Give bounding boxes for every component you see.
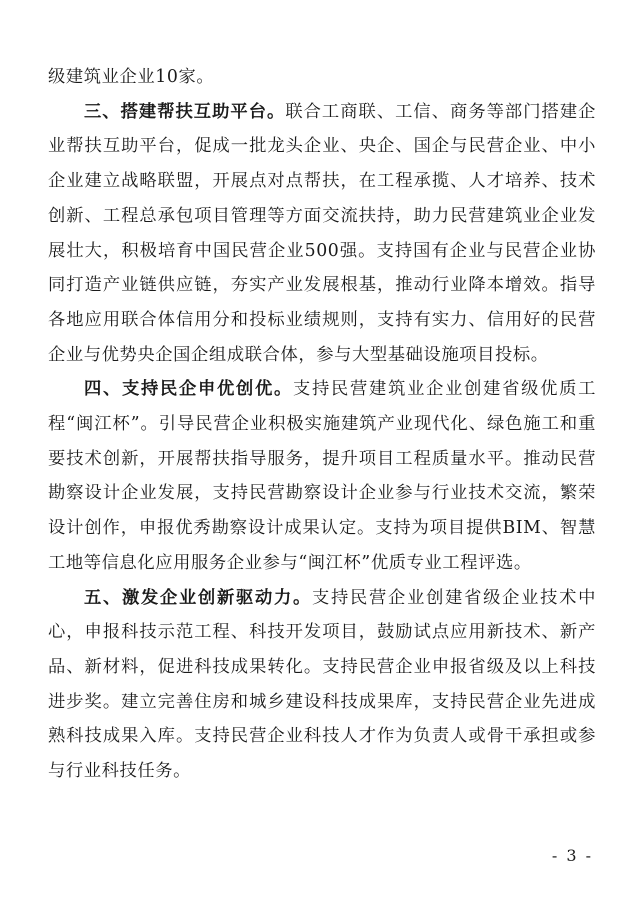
paragraph-body: 级建筑业企业10家。: [48, 67, 215, 87]
page-number: - 3 -: [551, 846, 593, 865]
paragraph-innovation: [48, 581, 596, 789]
paragraph-platform: [48, 95, 596, 373]
paragraph-body: 支持民营建筑业企业创建省级优质工程“闽江杯”。引导民营企业积极实施建筑产业现代化、绿色施工和重要技术创新，开展帮扶指导服务，提升项目工程质量水平。推动民营勘察设计企业发展，支持民营勘察设计企业参与行业技术交流，繁荣设计创作，申报优秀勘察设计成果认定。支持为项目提供BIM、智慧工地等信息化应用服务企业参与“闽江杯”优质专业工程评选。: [48, 379, 596, 573]
paragraph-body: 联合工商联、工信、商务等部门搭建企业帮扶互助平台，促成一批龙头企业、央企、国企与民营企业、中小企业建立战略联盟，开展点对点帮扶，在工程承揽、人才培养、技术创新、工程总承包项目管理等方面交流扶持，助力民营建筑业企业发展壮大，积极培育中国民营企业500强。支持国有企业与民营企业协同打造产业链供应链，夯实产业发展根基，推动行业降本增效。指导各地应用联合体信用分和投标业绩规则，支持有实力、信用好的民营企业与优势央企国企组成联合体，参与大型基础设施项目投标。: [48, 101, 596, 365]
section-heading: 五、激发企业创新驱动力。: [84, 587, 313, 608]
section-heading: 三、搭建帮扶互助平台。: [84, 101, 286, 122]
document-body: [48, 60, 596, 789]
section-heading: 四、支持民企申优创优。: [84, 379, 294, 400]
paragraph-awards: [48, 372, 596, 580]
paragraph-continuation: [48, 60, 596, 95]
paragraph-body: 支持民营企业创建省级企业技术中心，申报科技示范工程、科技开发项目，鼓励试点应用新技术、新产品、新材料，促进科技成果转化。支持民营企业申报省级及以上科技进步奖。建立完善住房和城乡建设科技成果库，支持民营企业先进成熟科技成果入库。支持民营企业科技人才作为负责人或骨干承担或参与行业科技任务。: [48, 587, 596, 782]
